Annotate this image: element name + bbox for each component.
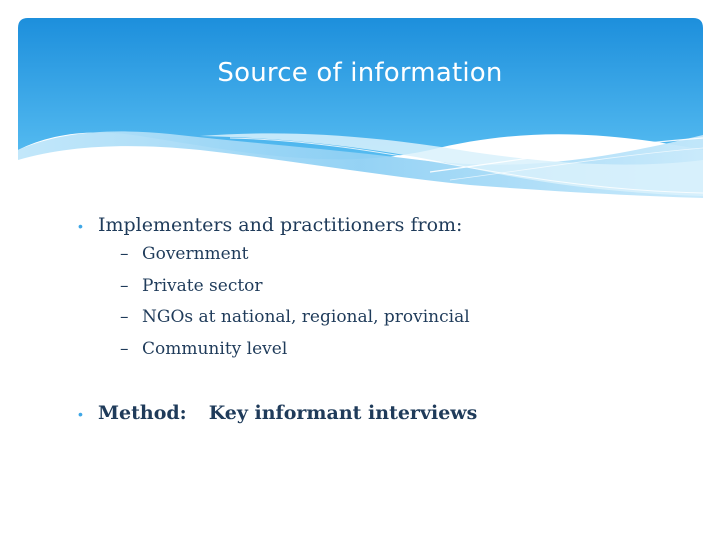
sub-item-text: Private sector	[142, 275, 263, 296]
bullet-method	[78, 402, 678, 424]
slide-title: Source of information	[217, 58, 503, 88]
bullet-dot-icon: •	[78, 218, 83, 234]
slide-content	[78, 214, 678, 424]
method-text	[98, 402, 477, 424]
sub-item-government	[120, 244, 678, 276]
dash-icon: –	[120, 275, 129, 296]
sub-item-text: Government	[142, 244, 249, 264]
sub-item-ngos	[120, 307, 678, 339]
bullet-implementers	[78, 214, 678, 236]
header-band	[0, 0, 720, 210]
sub-bullet-list	[120, 244, 678, 370]
sub-item-text: Community level	[142, 338, 288, 359]
dash-icon: –	[120, 307, 129, 327]
sub-item-community	[120, 339, 678, 371]
sub-item-private-sector	[120, 276, 678, 308]
sub-item-text: NGOs at national, regional, provincial	[142, 307, 470, 327]
header-wave-graphic	[0, 0, 720, 210]
method-value: Key informant interviews	[208, 402, 478, 424]
dash-icon: –	[120, 244, 129, 264]
method-label: Method:	[98, 402, 187, 424]
dash-icon: –	[120, 338, 129, 359]
bullet-dot-icon: •	[78, 406, 83, 422]
bullet-text: Implementers and practitioners from:	[98, 214, 463, 236]
